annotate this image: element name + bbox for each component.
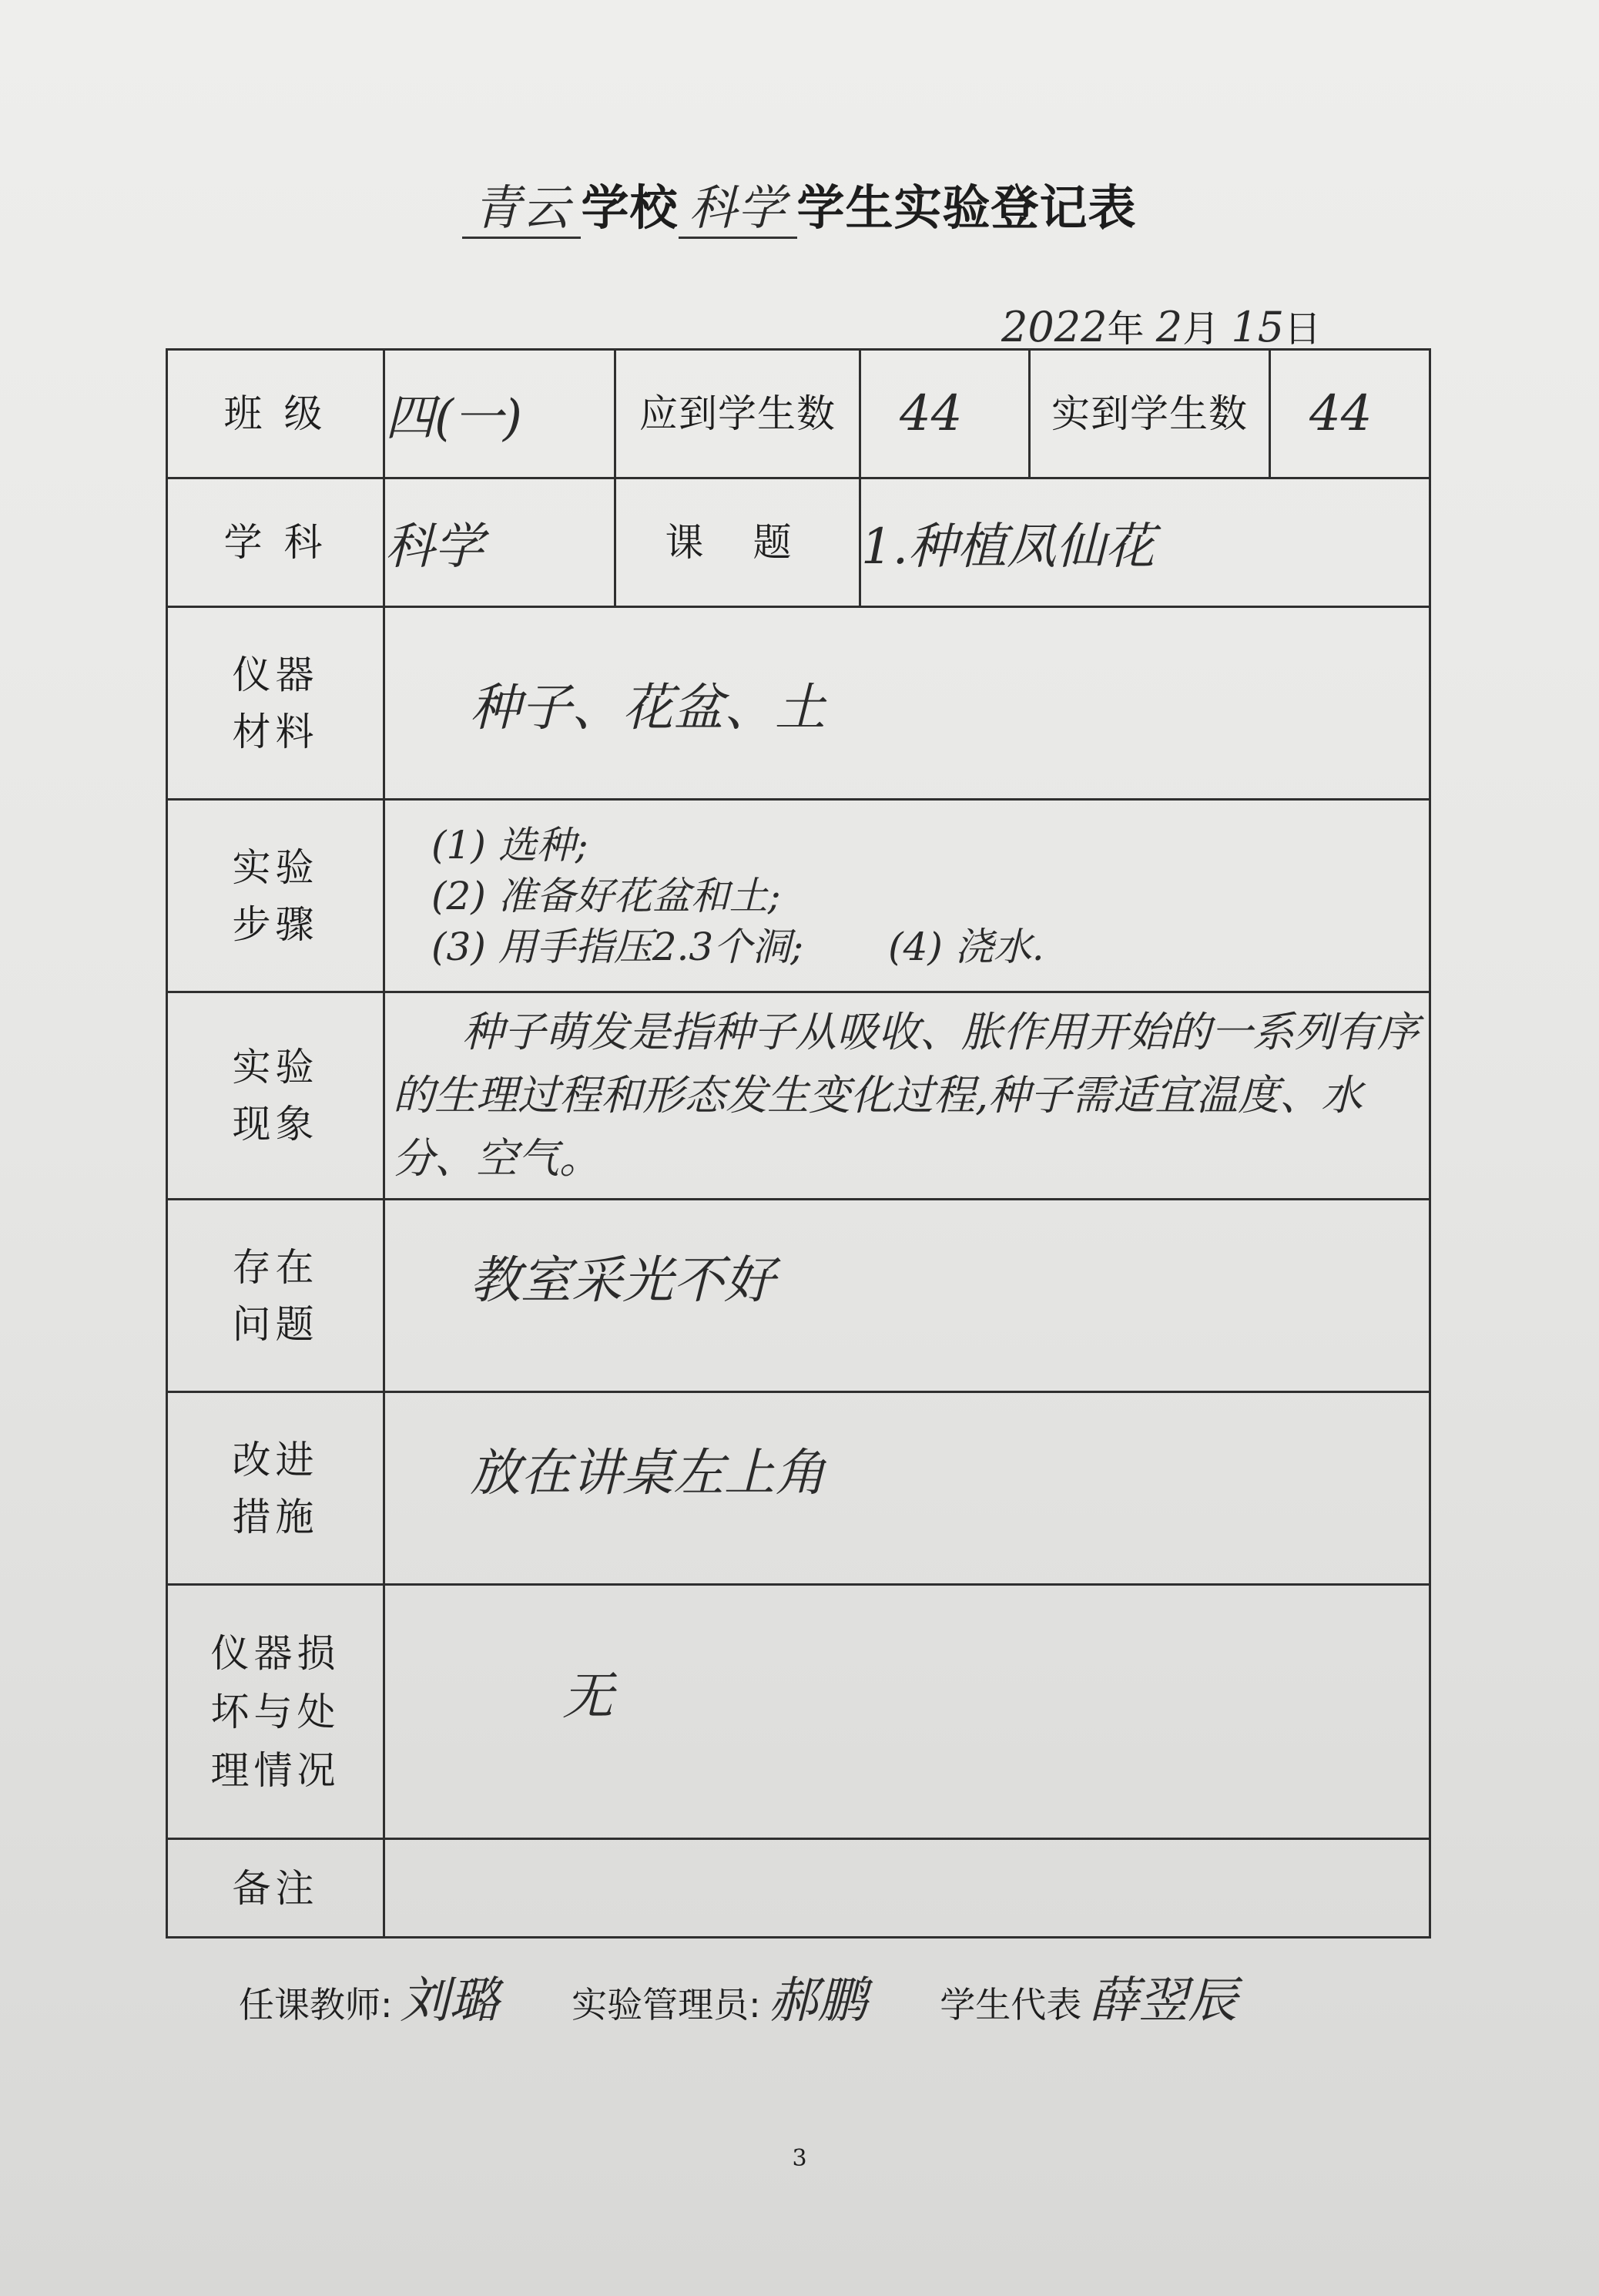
step-item-row — [431, 921, 1406, 972]
step-item: (4) 浇水. — [888, 924, 1044, 969]
page-number: 3 — [792, 2145, 807, 2172]
admin-signature — [572, 1961, 867, 2032]
remarks-label: 备注 — [167, 1839, 384, 1938]
date-day: 15 — [1231, 303, 1285, 351]
materials-value: 种子、花盆、土 — [384, 607, 1430, 800]
student-label: 学生代表 — [940, 1984, 1082, 2026]
title-school-suffix: 学校 — [581, 180, 679, 236]
table-row — [167, 992, 1430, 1200]
class-label: 班 级 — [167, 350, 384, 478]
actual-students-label: 实到学生数 — [1030, 350, 1270, 478]
topic-value: 1.种植凤仙花 — [860, 478, 1430, 607]
damage-label — [167, 1585, 384, 1839]
remarks-value — [384, 1839, 1430, 1938]
problems-label — [167, 1200, 384, 1392]
materials-label — [167, 607, 384, 800]
title-subject: 科学 — [679, 180, 797, 239]
admin-name: 郝鹏 — [768, 1972, 867, 2029]
table-row — [167, 1839, 1430, 1938]
table-row — [167, 1585, 1430, 1839]
table-row — [167, 350, 1430, 478]
improvement-label-text: 改进措施 — [232, 1437, 319, 1539]
table-row — [167, 1200, 1430, 1392]
teacher-signature — [239, 1961, 499, 2032]
problems-label-text: 存在问题 — [232, 1244, 319, 1347]
table-row — [167, 478, 1430, 607]
student-name: 薛翌辰 — [1089, 1972, 1238, 2029]
materials-label-text: 仪器材料 — [232, 652, 319, 754]
subject-value: 科学 — [384, 478, 615, 607]
problems-value: 教室采光不好 — [384, 1200, 1430, 1392]
steps-value — [384, 800, 1430, 992]
form-title — [0, 170, 1599, 239]
teacher-name: 刘璐 — [400, 1972, 499, 2029]
table-row — [167, 1392, 1430, 1585]
date-day-unit: 日 — [1284, 307, 1322, 351]
date-month: 2 — [1155, 303, 1183, 351]
steps-label — [167, 800, 384, 992]
date-month-unit: 月 — [1182, 307, 1220, 351]
student-signature — [940, 1961, 1237, 2032]
form-date — [1001, 299, 1321, 352]
date-year: 2022 — [1001, 303, 1108, 351]
subject-label: 学 科 — [167, 478, 384, 607]
damage-value: 无 — [384, 1585, 1430, 1839]
step-item: (3) 用手指压2.3个洞; — [431, 924, 804, 969]
title-tail: 学生实验登记表 — [796, 180, 1137, 236]
date-year-unit: 年 — [1107, 307, 1145, 351]
teacher-label: 任课教师: — [239, 1984, 393, 2026]
topic-label: 课 题 — [615, 478, 860, 607]
school-name: 青云 — [462, 180, 581, 239]
step-item: (2) 准备好花盆和土; — [431, 873, 781, 918]
phenomenon-label — [167, 992, 384, 1200]
admin-label: 实验管理员: — [572, 1984, 761, 2026]
expected-students-label: 应到学生数 — [615, 350, 860, 478]
step-item: (1) 选种; — [431, 822, 588, 868]
table-row — [167, 607, 1430, 800]
signature-line — [239, 1961, 1471, 2032]
phenomenon-label-text: 实验现象 — [232, 1045, 319, 1146]
steps-label-text: 实验步骤 — [232, 844, 319, 947]
phenomenon-value: 种子萌发是指种子从吸收、胀作用开始的一系列有序的生理过程和形态发生变化过程,种子需适宜温度、水分、空气。 — [384, 992, 1430, 1200]
expected-students-value: 44 — [860, 350, 1030, 478]
actual-students-value: 44 — [1270, 350, 1430, 478]
experiment-record-table — [166, 348, 1431, 1939]
improvement-label — [167, 1392, 384, 1585]
class-value: 四(一) — [384, 350, 615, 478]
table-row — [167, 800, 1430, 992]
damage-label-text: 仪器损坏与处理情况 — [210, 1630, 340, 1793]
improvement-value: 放在讲桌左上角 — [384, 1392, 1430, 1585]
